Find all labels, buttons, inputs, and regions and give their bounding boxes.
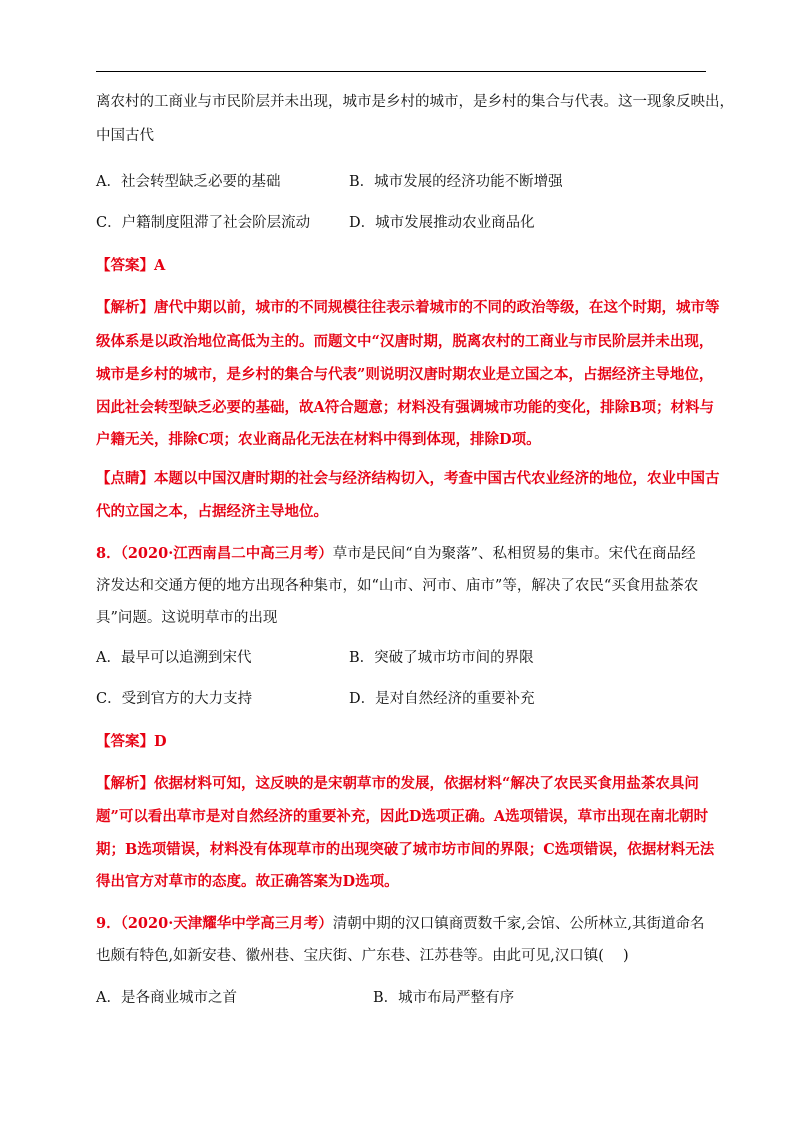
q8-analysis-line-4: 得出官方对草市的态度。故正确答案为D选项。 — [96, 873, 399, 890]
question-9-stem-text: 清朝中期的汉口镇商贾数千家,会馆、公所林立,其街道命名 — [332, 916, 705, 932]
question-8-source: （2020·江西南昌二中高三月考） — [120, 545, 333, 562]
analysis-line-3: 城市是乡村的城市，是乡村的集合与代表”则说明汉唐时期农业是立国之本，占据经济主导地位， — [96, 366, 714, 383]
analysis-line-1: 【解析】唐代中期以前，城市的不同规模往往表示着城市的不同的政治等级，在这个时期，城市等 — [96, 299, 720, 316]
question-8-stem-line-2: 济发达和交通方便的地方出现各种集市，如“山市、河市、庙市”等，解决了农民“买食用盐茶农 — [96, 578, 699, 594]
analysis-line-2: 级体系是以政治地位高低为主的。而题文中“汉唐时期，脱离农村的工商业与市民阶层并未出现， — [96, 333, 714, 350]
question-9-stem-line-2: 也颇有特色,如新安巷、徽州巷、宝庆街、广东巷、江苏巷等。由此可见,汉口镇( ) — [96, 948, 629, 964]
question-8-stem-line-3: 具”问题。这说明草市的出现 — [96, 610, 278, 626]
comment-line-1: 【点睛】本题以中国汉唐时期的社会与经济结构切入，考查中国古代农业经济的地位，农业中国古 — [96, 470, 720, 487]
q8-analysis-line-3: 期；B选项错误，材料没有体现草市的出现突破了城市坊市间的界限；C选项错误，依据材料无法 — [96, 841, 715, 858]
comment-line-2: 代的立国之本，占据经济主导地位。 — [96, 503, 328, 520]
question-8-stem-line-1 — [96, 544, 696, 564]
q8-option-d: D．是对自然经济的重要补充 — [349, 691, 535, 707]
q8-answer-label: 【答案】D — [96, 733, 167, 750]
q8-option-c: C．受到官方的大力支持 — [96, 691, 253, 707]
header-rule — [96, 71, 706, 72]
question-9-source: （2020·天津耀华中学高三月考） — [120, 915, 333, 932]
q8-analysis-line-2: 题”可以看出草市是对自然经济的重要补充，因此D选项正确。A选项错误，草市出现在南北朝时 — [96, 808, 709, 825]
question-9-number: 9． — [96, 915, 121, 932]
question-9-stem-line-1 — [96, 914, 704, 934]
option-b: B．城市发展的经济功能不断增强 — [349, 174, 563, 190]
option-a: A．社会转型缺乏必要的基础 — [96, 174, 281, 190]
q8-option-b: B．突破了城市坊市间的界限 — [349, 650, 534, 666]
analysis-line-4: 因此社会转型缺乏必要的基础，故A符合题意；材料没有强调城市功能的变化，排除B项；材料与 — [96, 399, 715, 416]
q8-option-a: A．最早可以追溯到宋代 — [96, 650, 252, 666]
option-c: C．户籍制度阻滞了社会阶层流动 — [96, 215, 311, 231]
option-d: D．城市发展推动农业商品化 — [349, 215, 535, 231]
answer-label: 【答案】A — [96, 257, 166, 274]
q8-analysis-line-1: 【解析】依据材料可知，这反映的是宋朝草市的发展，依据材料“解决了农民买食用盐茶农具问 — [96, 775, 699, 792]
intro-line-1: 离农村的工商业与市民阶层并未出现，城市是乡村的城市，是乡村的集合与代表。这一现象反映出， — [96, 94, 734, 110]
analysis-line-5: 户籍无关，排除C项；农业商品化无法在材料中得到体现，排除D项。 — [96, 431, 541, 448]
intro-line-2: 中国古代 — [96, 128, 154, 144]
question-8-number: 8． — [96, 545, 121, 562]
q9-option-b: B．城市布局严整有序 — [373, 990, 515, 1006]
q9-option-a: A．是各商业城市之首 — [96, 990, 237, 1006]
question-8-stem-text: 草市是民间“自为聚落”、私相贸易的集市。宋代在商品经 — [332, 546, 696, 562]
